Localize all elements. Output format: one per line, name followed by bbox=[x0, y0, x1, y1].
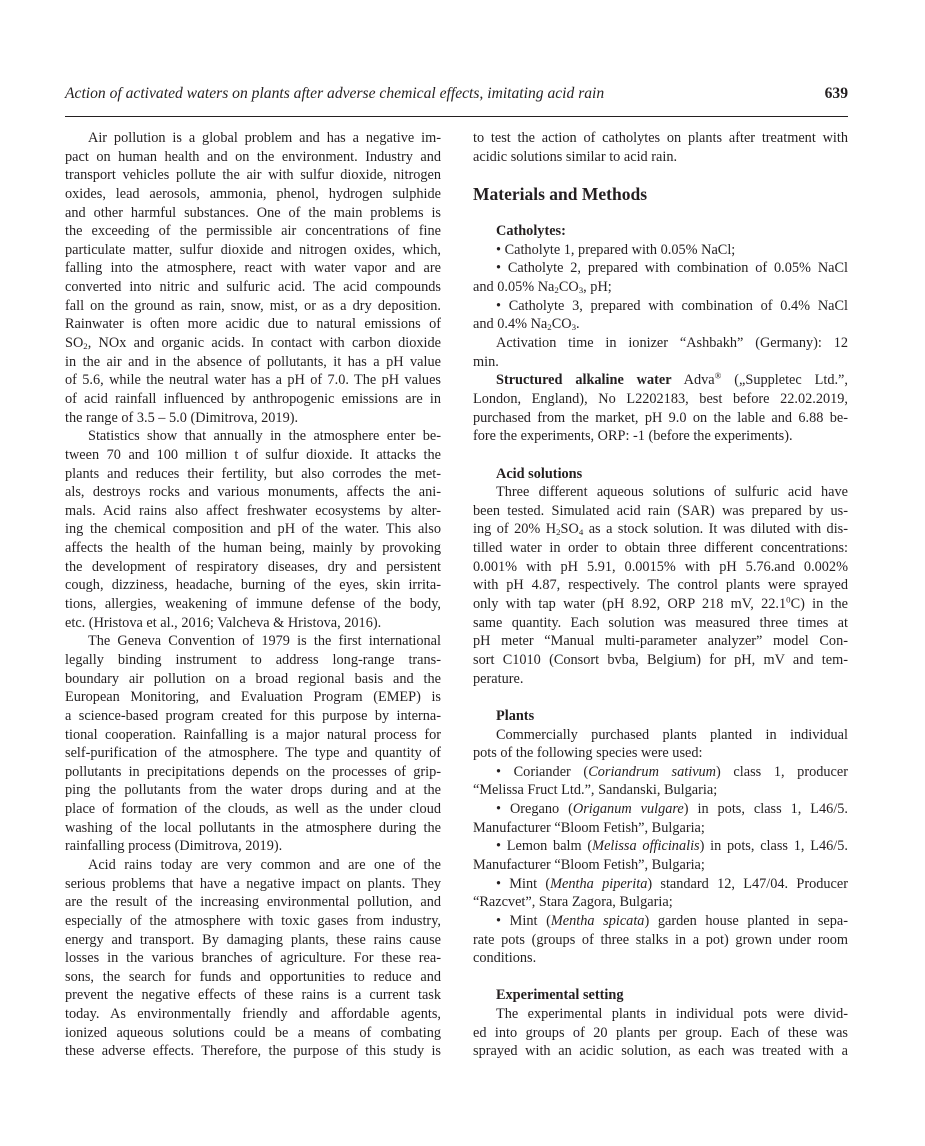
text-run: are the result of the increasing environmental pollution, and bbox=[65, 894, 441, 911]
text-run: • Coriander ( bbox=[496, 763, 589, 780]
text-run: ) in pots, class 1, L46/5. bbox=[699, 838, 848, 855]
text-run: especially of the atmosphere with toxic gases from industry, bbox=[65, 912, 441, 929]
subscript: 2 bbox=[556, 527, 561, 538]
text-line bbox=[65, 315, 441, 334]
text-run: ) in pots, class 1, L46/5. bbox=[683, 801, 848, 818]
page-number: 639 bbox=[824, 85, 848, 102]
text-run: “Razcvet”, Stara Zagora, Bulgaria; bbox=[473, 894, 673, 911]
text-run: prevent the negative effects of these rains is a current task bbox=[65, 987, 441, 1004]
text-line bbox=[473, 539, 848, 558]
text-run: place of formation of the clouds, as well as the under cloud bbox=[65, 801, 441, 818]
text-line bbox=[473, 353, 848, 372]
text-run: Adva bbox=[671, 372, 715, 389]
bold-run: Catholytes: bbox=[496, 223, 566, 240]
text-run: pH meter “Manual multi-parameter analyzer” model Con- bbox=[473, 633, 848, 650]
text-run: Three different aqueous solutions of sulfuric acid have bbox=[496, 484, 848, 501]
text-run: oxides, lead aerosols, ammonia, phenol, hydrogen sulphide bbox=[65, 185, 441, 202]
text-run: “Melissa Fruct Ltd.”, Sandanski, Bulgaria; bbox=[473, 782, 718, 799]
blank-line bbox=[473, 688, 848, 707]
text-run: , pH; bbox=[583, 279, 612, 296]
text-line bbox=[65, 595, 441, 614]
text-line bbox=[65, 558, 441, 577]
text-line bbox=[65, 204, 441, 223]
text-line bbox=[473, 334, 848, 353]
text-run: affects the health of the human being, mainly by provoking bbox=[65, 540, 441, 557]
text-line bbox=[473, 595, 848, 614]
text-line bbox=[65, 875, 441, 894]
italic-species-name: Mentha spicata bbox=[550, 912, 645, 929]
text-run: to test the action of catholytes on plants after treatment with bbox=[473, 130, 848, 146]
bold-run: Plants bbox=[496, 707, 535, 724]
text-line bbox=[65, 502, 441, 521]
text-line bbox=[65, 465, 441, 484]
text-line bbox=[473, 837, 848, 856]
text-run: ) garden house planted in sepa- bbox=[644, 912, 848, 929]
text-run: als, destroys rocks and various monuments, affects the ani- bbox=[65, 484, 441, 501]
subscript: 2 bbox=[554, 285, 559, 296]
text-run: • Lemon balm ( bbox=[496, 838, 593, 855]
text-run: in the air and in the absence of pollutants, it has a pH value bbox=[65, 353, 441, 370]
text-run: , NOx and organic acids. In contact with carbon dioxide bbox=[87, 335, 441, 352]
text-run: ) class 1, producer bbox=[716, 763, 848, 780]
blank-line bbox=[473, 446, 848, 465]
text-line bbox=[65, 688, 441, 707]
text-run: Statistics show that annually in the atmosphere enter be- bbox=[88, 428, 441, 445]
italic-species-name: Melissa officinalis bbox=[592, 838, 700, 855]
text-run: ed into groups of 20 plants per group. Each of these was bbox=[473, 1024, 848, 1041]
text-run: Activation time in ionizer “Ashbakh” (Germany): 12 bbox=[496, 335, 848, 352]
text-line bbox=[65, 912, 441, 931]
text-line bbox=[65, 520, 441, 539]
text-line bbox=[473, 129, 848, 148]
text-line bbox=[65, 483, 441, 502]
text-run: self-purification of the atmosphere. The type and quantity of bbox=[65, 745, 441, 762]
text-run: a science-based program created for this purpose by interna- bbox=[65, 707, 441, 724]
text-run: acidic solutions similar to acid rain. bbox=[473, 148, 678, 165]
text-run: ing of 20% H bbox=[473, 521, 557, 538]
text-run: min. bbox=[473, 353, 499, 370]
text-line bbox=[65, 241, 441, 260]
text-run: tween 70 and 100 million t of sulfur dioxide. It attacks the bbox=[65, 446, 441, 463]
text-line bbox=[473, 931, 848, 950]
subscript: 2 bbox=[83, 341, 88, 352]
text-run: Acid rains today are very common and are one of the bbox=[88, 856, 441, 873]
text-run: cough, dizziness, headache, burning of the eyes, skin irrita- bbox=[65, 577, 441, 594]
header-rule bbox=[65, 116, 848, 117]
text-line bbox=[65, 334, 441, 353]
text-run: same quantity. Each solution was measured three times at bbox=[473, 614, 848, 631]
text-run: only with tap water (pH 8.92, ORP 218 mV, 22.1 bbox=[473, 596, 787, 613]
text-line bbox=[65, 278, 441, 297]
text-run: perature. bbox=[473, 670, 524, 687]
text-line bbox=[65, 781, 441, 800]
text-line bbox=[65, 949, 441, 968]
superscript: ® bbox=[714, 371, 722, 382]
text-run: with pH 4.87, respectively. The control plants were sprayed bbox=[473, 577, 848, 594]
text-line bbox=[473, 465, 848, 484]
text-run: washing of the local pollutants in the atmosphere during the bbox=[65, 819, 441, 836]
text-line bbox=[65, 1005, 441, 1024]
text-run: and 0.4% Na bbox=[473, 316, 548, 333]
blank-line bbox=[473, 204, 848, 223]
text-run: • Oregano ( bbox=[496, 801, 573, 818]
text-line bbox=[65, 632, 441, 651]
text-line bbox=[473, 744, 848, 763]
italic-species-name: Origanum vulgare bbox=[572, 801, 684, 818]
text-run: SO bbox=[560, 521, 579, 538]
right-column bbox=[473, 129, 848, 1061]
text-run: converted into nitric and sulfuric acid. The acid compounds bbox=[65, 279, 441, 296]
text-line bbox=[473, 781, 848, 800]
text-line bbox=[473, 1005, 848, 1024]
text-run: CO bbox=[558, 279, 579, 296]
text-line bbox=[65, 893, 441, 912]
text-run: rainfalling process (Dimitrova, 2019). bbox=[65, 838, 283, 855]
text-line bbox=[65, 166, 441, 185]
text-line bbox=[473, 278, 848, 297]
text-line bbox=[65, 800, 441, 819]
text-line bbox=[473, 520, 848, 539]
text-line bbox=[65, 819, 441, 838]
text-run: ) standard 12, L47/04. Producer bbox=[647, 875, 848, 892]
text-line bbox=[65, 931, 441, 950]
text-line bbox=[65, 651, 441, 670]
text-run: ping the pollutants from the water drops during and at the bbox=[65, 782, 441, 799]
text-run: today. As environmentally friendly and affordable agents, bbox=[65, 1006, 441, 1023]
superscript: 0 bbox=[786, 595, 791, 605]
section-heading bbox=[473, 185, 848, 204]
text-line bbox=[473, 222, 848, 241]
text-run: fore the experiments, ORP: -1 (before the experiments). bbox=[473, 428, 793, 445]
text-run: mals. Acid rains also affect freshwater ecosystems by alter- bbox=[65, 502, 441, 519]
text-run: • Catholyte 1, prepared with 0.05% NaCl; bbox=[496, 241, 736, 258]
blank-line bbox=[473, 968, 848, 987]
text-line bbox=[65, 986, 441, 1005]
text-run: rate pots (groups of three stalks in a pot) grown under room bbox=[473, 931, 848, 948]
text-run: European Monitoring, and Evaluation Program (EMEP) is bbox=[65, 689, 441, 706]
text-line bbox=[65, 744, 441, 763]
text-line bbox=[65, 390, 441, 409]
text-line bbox=[473, 1024, 848, 1043]
text-line bbox=[65, 614, 441, 633]
text-line bbox=[65, 707, 441, 726]
text-line bbox=[473, 371, 848, 390]
text-line bbox=[65, 148, 441, 167]
text-run: CO bbox=[551, 316, 572, 333]
text-line bbox=[473, 148, 848, 167]
text-run: pollutants in precipitations depends on the processes of grip- bbox=[65, 763, 441, 780]
text-run: Rainwater is often more acidic due to natural emissions of bbox=[65, 316, 441, 333]
text-line bbox=[473, 819, 848, 838]
text-line bbox=[65, 409, 441, 428]
text-run: Air pollution is a global problem and has a negative im- bbox=[88, 130, 441, 146]
text-run: transport vehicles pollute the air with sulfur dioxide, nitrogen bbox=[65, 167, 441, 184]
text-run: ing the chemical composition and pH of the water. This also bbox=[65, 521, 441, 538]
text-run: London, England), No L2202183, best before 22.02.2019, bbox=[473, 390, 848, 407]
subscript: 3 bbox=[578, 285, 584, 296]
text-line bbox=[65, 763, 441, 782]
text-line bbox=[65, 129, 441, 148]
text-run: Commercially purchased plants planted in individual bbox=[496, 726, 848, 743]
text-run: fall on the ground as rain, snow, mist, or as a dry deposition. bbox=[65, 297, 441, 314]
text-line bbox=[473, 409, 848, 428]
text-run: energy and transport. By damaging plants, these rains cause bbox=[65, 931, 441, 948]
bold-run: Acid solutions bbox=[496, 465, 583, 482]
text-line bbox=[473, 576, 848, 595]
text-run: the exceeding of the permissible air concentrations of fine bbox=[65, 223, 441, 240]
text-run: of 5.6, while the neutral water has a pH of 7.0. The pH values bbox=[65, 372, 441, 389]
text-line bbox=[473, 875, 848, 894]
text-run: boundary air pollution on a broad regional basis and the bbox=[65, 670, 441, 687]
text-line bbox=[65, 726, 441, 745]
text-line bbox=[473, 483, 848, 502]
text-line bbox=[473, 390, 848, 409]
blank-line bbox=[473, 166, 848, 185]
text-run: etc. (Hristova et al., 2016; Valcheva & Hristova, 2016). bbox=[65, 614, 382, 631]
text-line bbox=[65, 259, 441, 278]
left-column bbox=[65, 129, 441, 1061]
text-run: 0.001% with pH 5.91, 0.0015% with pH 5.76.and 0.002% bbox=[473, 558, 848, 575]
text-line bbox=[473, 297, 848, 316]
text-run: The Geneva Convention of 1979 is the first international bbox=[88, 633, 441, 650]
text-run: sprayed with an acidic solution, as each was treated with a bbox=[473, 1043, 848, 1060]
text-run: conditions. bbox=[473, 950, 537, 967]
bold-run: Structured alkaline water bbox=[496, 372, 672, 389]
text-line bbox=[473, 502, 848, 521]
italic-species-name: Coriandrum sativum bbox=[588, 763, 717, 780]
text-line bbox=[473, 632, 848, 651]
text-line bbox=[65, 670, 441, 689]
text-line bbox=[65, 297, 441, 316]
text-run: Manufacturer “Bloom Fetish”, Bulgaria; bbox=[473, 856, 705, 873]
text-run: as a stock solution. It was diluted with dis- bbox=[583, 521, 848, 538]
subscript: 2 bbox=[547, 322, 552, 333]
text-line bbox=[473, 763, 848, 782]
text-line bbox=[65, 1042, 441, 1061]
text-run: falling into the atmosphere, react with water vapor and are bbox=[65, 260, 441, 277]
text-run: tions, allergies, weakening of immune defense of the body, bbox=[65, 596, 441, 613]
text-line bbox=[65, 968, 441, 987]
text-run: and other harmful substances. One of the main problems is bbox=[65, 204, 441, 221]
text-run: • Mint ( bbox=[496, 912, 551, 929]
text-run: („Suppletec Ltd.”, bbox=[721, 372, 848, 389]
text-run: of acid rainfall influenced by anthropogenic emissions are in bbox=[65, 390, 441, 407]
text-line bbox=[473, 856, 848, 875]
text-run: plants and reduces their fertility, but also corrodes the met- bbox=[65, 465, 441, 482]
text-line bbox=[473, 726, 848, 745]
text-run: . bbox=[576, 316, 580, 333]
text-run: tional cooperation. Rainfalling is a major natural process for bbox=[65, 726, 441, 743]
text-line bbox=[473, 670, 848, 689]
text-line bbox=[65, 427, 441, 446]
text-run: pots of the following species were used: bbox=[473, 745, 703, 762]
text-line bbox=[473, 893, 848, 912]
text-line bbox=[65, 446, 441, 465]
text-line bbox=[473, 1042, 848, 1061]
text-line bbox=[65, 185, 441, 204]
bold-run: Experimental setting bbox=[496, 987, 624, 1004]
text-line bbox=[65, 856, 441, 875]
text-run: Manufacturer “Bloom Fetish”, Bulgaria; bbox=[473, 819, 705, 836]
text-line bbox=[65, 1024, 441, 1043]
text-run: • Mint ( bbox=[496, 875, 551, 892]
text-line bbox=[473, 241, 848, 260]
text-line bbox=[65, 222, 441, 241]
text-run: sons, the search for funds and opportunities to reduce and bbox=[65, 968, 441, 985]
text-line bbox=[473, 315, 848, 334]
text-run: the development of respiratory diseases, dry and persistent bbox=[65, 558, 441, 575]
text-line bbox=[473, 949, 848, 968]
text-run: particulate matter, sulfur dioxide and nitrogen oxides, which, bbox=[65, 241, 441, 258]
text-line bbox=[65, 539, 441, 558]
text-run: SO bbox=[65, 335, 84, 352]
text-run: C) in the bbox=[790, 596, 848, 613]
text-run: been tested. Simulated acid rain (SAR) was prepared by us- bbox=[473, 502, 848, 519]
text-run: • Catholyte 3, prepared with combination of 0.4% NaCl bbox=[496, 297, 848, 314]
italic-species-name: Mentha piperita bbox=[550, 875, 648, 892]
text-line bbox=[65, 576, 441, 595]
text-line bbox=[473, 614, 848, 633]
text-run: the range of 3.5 – 5.0 (Dimitrova, 2019). bbox=[65, 409, 299, 426]
text-run: • Catholyte 2, prepared with combination of 0.05% NaCl bbox=[496, 260, 848, 277]
running-header bbox=[65, 85, 848, 107]
text-run: The experimental plants in individual pots were divid- bbox=[496, 1006, 848, 1023]
text-run: these adverse effects. Therefore, the purpose of this study is bbox=[65, 1043, 441, 1060]
text-run: pact on human health and on the environment. Industry and bbox=[65, 148, 441, 165]
text-run: tilled water in order to obtain three different concentrations: bbox=[473, 540, 848, 557]
text-run: losses in the various branches of agriculture. For these rea- bbox=[65, 950, 441, 967]
text-line bbox=[473, 259, 848, 278]
text-run: ionized aqueous solutions could be a means of combating bbox=[65, 1024, 441, 1041]
running-title: Action of activated waters on plants after adverse chemical effects, imitating acid rain bbox=[65, 85, 605, 102]
text-run: Materials and Methods bbox=[473, 184, 648, 204]
text-run: serious problems that have a negative impact on plants. They bbox=[65, 875, 441, 892]
text-run: and 0.05% Na bbox=[473, 279, 555, 296]
text-line bbox=[473, 707, 848, 726]
subscript: 4 bbox=[578, 527, 584, 538]
text-line bbox=[473, 800, 848, 819]
text-line bbox=[473, 427, 848, 446]
text-line bbox=[473, 986, 848, 1005]
text-line bbox=[473, 651, 848, 670]
text-line bbox=[473, 558, 848, 577]
text-line bbox=[65, 371, 441, 390]
text-line bbox=[65, 837, 441, 856]
text-line bbox=[65, 353, 441, 372]
subscript: 3 bbox=[571, 322, 576, 333]
text-run: legally binding instrument to address long-range trans- bbox=[65, 651, 441, 668]
text-run: purchased from the market, pH 9.0 on the lable and 6.88 be- bbox=[473, 409, 848, 426]
text-run: sort C1010 (Consort bvba, Belgium) for pH, mV and tem- bbox=[473, 651, 848, 668]
text-line bbox=[473, 912, 848, 931]
